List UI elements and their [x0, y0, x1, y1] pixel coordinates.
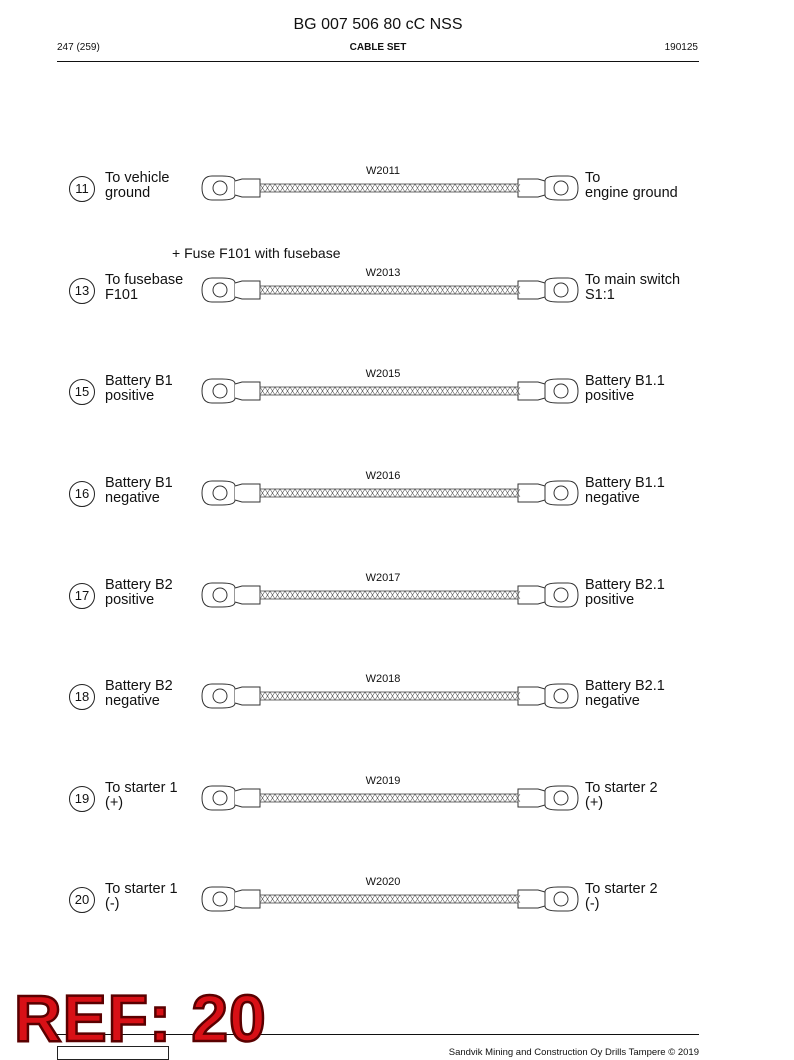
right-lug-hole — [554, 791, 568, 805]
left-lug-barrel — [235, 382, 260, 400]
cable-note: + Fuse F101 with fusebase — [172, 245, 341, 261]
cable-start-label-line: To starter 1 — [105, 780, 178, 796]
left-lug-hole — [213, 384, 227, 398]
cable-end-label — [585, 374, 665, 404]
cable-end-label — [585, 476, 665, 506]
right-lug-barrel — [518, 687, 545, 705]
left-lug-barrel — [235, 687, 260, 705]
cable-start-label — [105, 882, 178, 912]
left-lug-hole — [213, 181, 227, 195]
cable-end-label-line: Battery B1.1 — [585, 475, 665, 491]
right-lug-hole — [554, 892, 568, 906]
cable-drawing — [200, 465, 580, 535]
cable-start-label-line: Battery B2 — [105, 678, 173, 694]
cable-start-label-line: positive — [105, 388, 155, 404]
cable-end-label — [585, 578, 665, 608]
right-lug-barrel — [518, 789, 545, 807]
cable-start-label-line: (+) — [105, 795, 124, 811]
cable-ref-number: 11 — [69, 176, 95, 202]
left-lug-barrel — [235, 586, 260, 604]
cable-end-label — [585, 171, 678, 201]
right-lug-hole — [554, 283, 568, 297]
right-lug-hole — [554, 486, 568, 500]
right-lug-barrel — [518, 179, 545, 197]
cable-end-label-line: positive — [585, 592, 635, 608]
cable-row — [0, 160, 794, 230]
cable-start-label-line: To fusebase — [105, 272, 184, 288]
cable-start-label-line: Battery B1 — [105, 475, 173, 491]
cable-end-label — [585, 273, 680, 303]
right-lug-barrel — [518, 890, 545, 908]
cable-end-label-line: (-) — [585, 896, 600, 912]
cable-id: W2018 — [365, 673, 401, 685]
cable-end-label-line: To starter 2 — [585, 780, 658, 796]
cable-end-label-line: S1:1 — [585, 287, 615, 303]
left-lug-hole — [213, 486, 227, 500]
cable-end-label-line: Battery B1.1 — [585, 373, 665, 389]
left-lug-hole — [213, 588, 227, 602]
left-lug-barrel — [235, 789, 260, 807]
cable-end-label-line: engine ground — [585, 185, 678, 201]
left-lug-hole — [213, 689, 227, 703]
cable-drawing — [200, 871, 580, 941]
document-date: 190125 — [664, 42, 698, 53]
cable-start-label-line: To vehicle — [105, 170, 170, 186]
cable-ref-number: 20 — [69, 887, 95, 913]
left-lug-hole — [213, 892, 227, 906]
cable-ref-number: 17 — [69, 583, 95, 609]
cable-end-label-line: (+) — [585, 795, 604, 811]
cable-row — [0, 363, 794, 433]
cable-ref-number: 19 — [69, 786, 95, 812]
right-lug-hole — [554, 689, 568, 703]
cable-id: W2011 — [365, 165, 401, 177]
cable-id: W2013 — [365, 267, 401, 279]
cable-start-label-line: negative — [105, 693, 160, 709]
right-lug-hole — [554, 181, 568, 195]
cable-start-label — [105, 171, 169, 201]
cable-start-label — [105, 374, 173, 404]
cable-ref-number: 15 — [69, 379, 95, 405]
cable-end-label — [585, 882, 658, 912]
left-lug-barrel — [235, 281, 260, 299]
cable-start-label — [105, 578, 173, 608]
left-lug-barrel — [235, 179, 260, 197]
cable-id: W2016 — [365, 470, 401, 482]
cable-start-label-line: positive — [105, 592, 155, 608]
right-lug-hole — [554, 588, 568, 602]
cable-ref-number: 13 — [69, 278, 95, 304]
cable-drawing — [200, 262, 580, 332]
right-lug-barrel — [518, 586, 545, 604]
cable-row — [0, 668, 794, 738]
left-lug-hole — [213, 283, 227, 297]
cable-start-label-line: ground — [105, 185, 151, 201]
cable-drawing — [200, 363, 580, 433]
cable-start-label-line: negative — [105, 490, 160, 506]
cable-id: W2020 — [365, 876, 401, 888]
cable-drawing — [200, 668, 580, 738]
left-lug-hole — [213, 791, 227, 805]
right-lug-barrel — [518, 382, 545, 400]
header-divider — [57, 61, 699, 62]
cable-end-label-line: negative — [585, 693, 640, 709]
copyright-text: Sandvik Mining and Construction Oy Drills Tampere © 2019 — [448, 1047, 699, 1058]
cable-drawing — [200, 770, 580, 840]
cable-end-label — [585, 781, 658, 811]
cable-end-label-line: Battery B2.1 — [585, 678, 665, 694]
cable-ref-number: 18 — [69, 684, 95, 710]
cable-end-label-line: To main switch — [585, 272, 681, 288]
cable-end-label — [585, 679, 665, 709]
cable-end-label-line: To — [585, 170, 601, 186]
left-lug-barrel — [235, 484, 260, 502]
left-lug-barrel — [235, 890, 260, 908]
cable-row — [0, 770, 794, 840]
cable-start-label-line: Battery B2 — [105, 577, 173, 593]
cable-row — [0, 465, 794, 535]
cable-start-label-line: To starter 1 — [105, 881, 178, 897]
cable-start-label — [105, 679, 173, 709]
cable-row — [0, 567, 794, 637]
cable-start-label-line: (-) — [105, 896, 120, 912]
cable-id: W2019 — [365, 775, 401, 787]
cable-start-label — [105, 273, 183, 303]
cable-end-label-line: positive — [585, 388, 635, 404]
right-lug-hole — [554, 384, 568, 398]
cable-row — [0, 871, 794, 941]
cable-end-label-line: To starter 2 — [585, 881, 658, 897]
right-lug-barrel — [518, 281, 545, 299]
ref-stamp: REF: 20 — [14, 981, 267, 1055]
cable-id: W2015 — [365, 368, 401, 380]
cable-end-label-line: negative — [585, 490, 640, 506]
cable-start-label-line: F101 — [105, 287, 139, 303]
cable-row — [0, 245, 794, 332]
cable-id: W2017 — [365, 572, 401, 584]
page-number: 247 (259) — [57, 42, 100, 53]
cable-end-label-line: Battery B2.1 — [585, 577, 665, 593]
cable-drawing — [200, 567, 580, 637]
cable-ref-number: 16 — [69, 481, 95, 507]
document-title: BG 007 506 80 cC NSS — [293, 16, 463, 33]
cable-start-label — [105, 781, 178, 811]
cable-start-label-line: Battery B1 — [105, 373, 173, 389]
cable-drawing — [200, 160, 580, 230]
cable-start-label — [105, 476, 173, 506]
right-lug-barrel — [518, 484, 545, 502]
section-title: CABLE SET — [349, 42, 407, 53]
